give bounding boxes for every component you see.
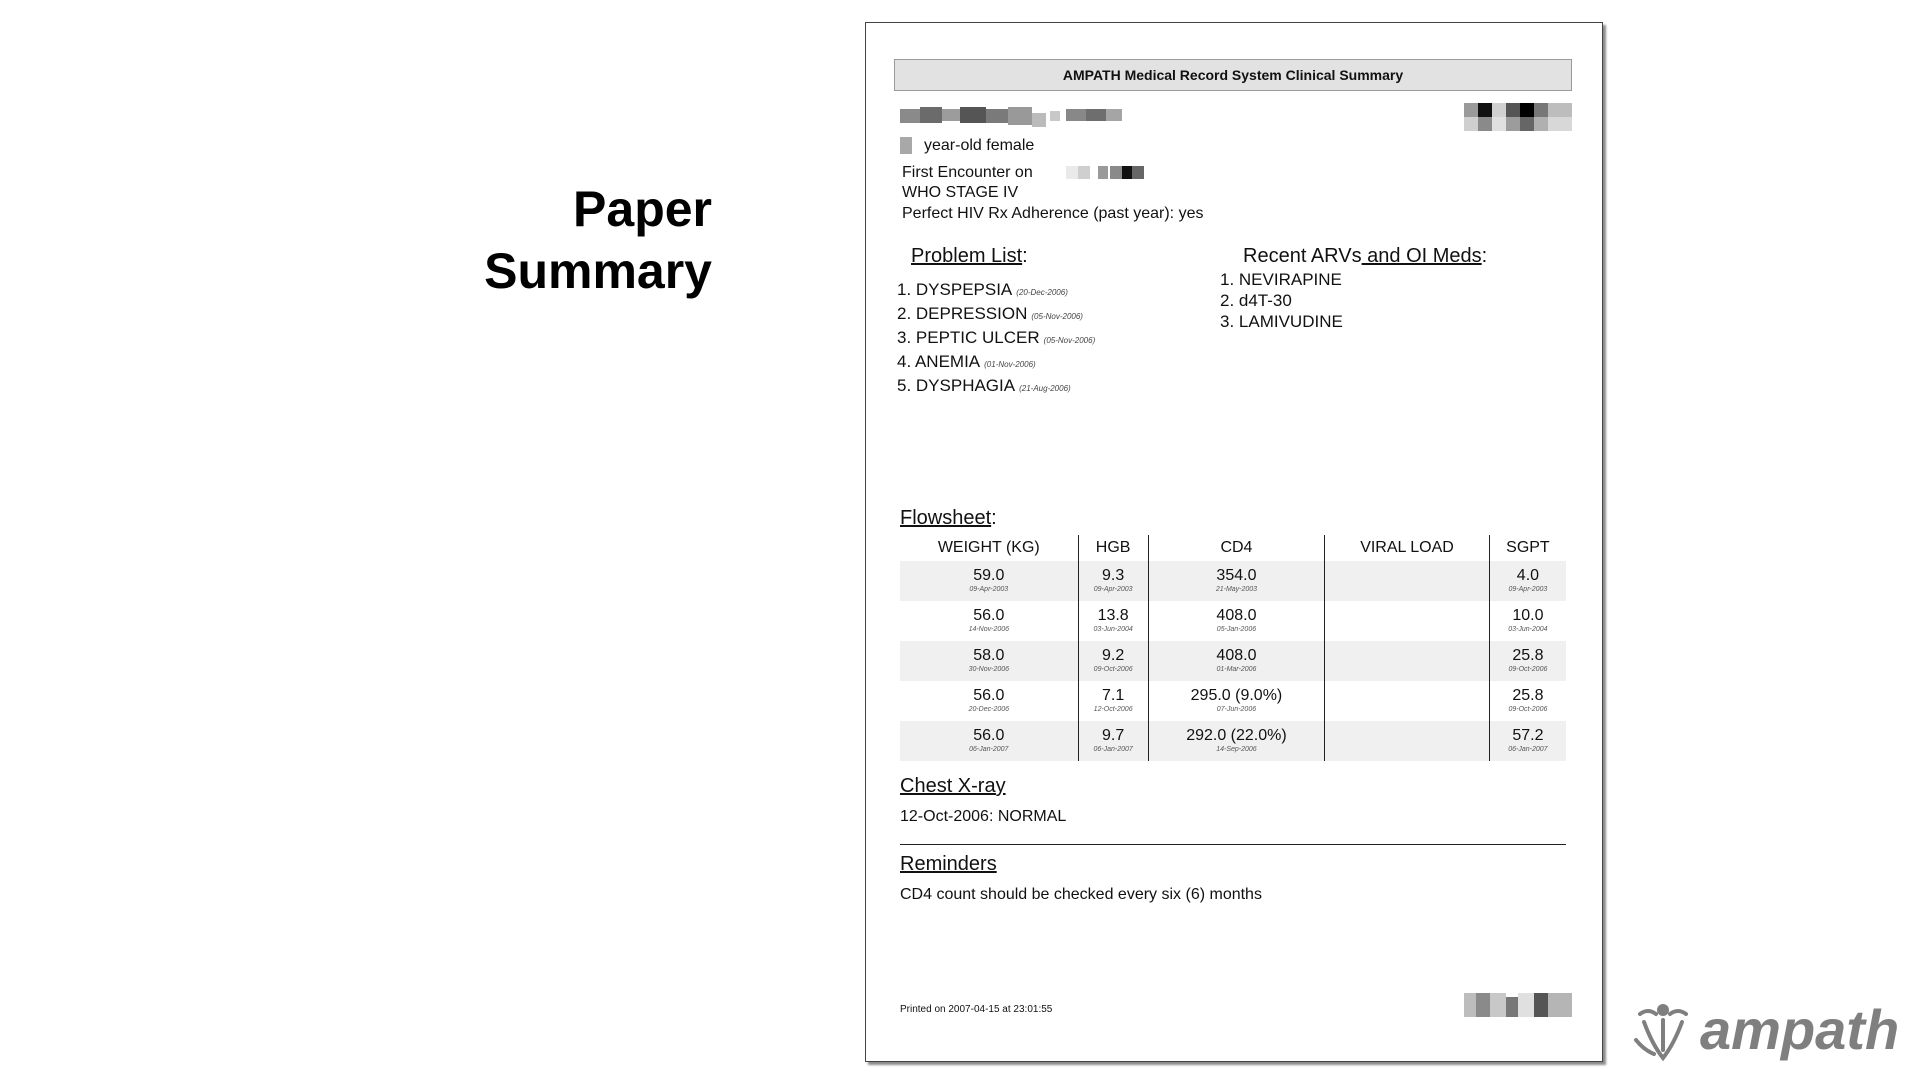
table-row xyxy=(900,601,1566,641)
flowsheet-title: Flowsheet: xyxy=(900,507,997,529)
slide-title xyxy=(484,178,712,302)
redacted-footer-id xyxy=(1464,993,1574,1017)
slide-title-line2: Summary xyxy=(484,243,712,299)
section-divider xyxy=(900,844,1566,845)
table-cell: 9.3 09-Apr-2003 xyxy=(1078,561,1148,601)
table-cell: 408.0 05-Jan-2006 xyxy=(1148,601,1325,641)
table-row xyxy=(900,561,1566,601)
table-row xyxy=(900,721,1566,761)
redacted-encounter-date xyxy=(1066,166,1144,179)
chest-xray-result: 12-Oct-2006: NORMAL xyxy=(900,808,1067,825)
reminder-text: CD4 count should be checked every six (6) months xyxy=(900,886,1262,903)
table-cell xyxy=(1325,721,1490,761)
table-row xyxy=(900,681,1566,721)
problem-list-title: Problem List: xyxy=(911,245,1028,267)
table-cell: 4.0 09-Apr-2003 xyxy=(1489,561,1566,601)
table-cell: 13.8 03-Jun-2004 xyxy=(1078,601,1148,641)
table-cell: 57.2 06-Jan-2007 xyxy=(1489,721,1566,761)
list-item: 1. DYSPEPSIA (20-Dec-2006) xyxy=(897,280,1068,299)
redacted-patient-id xyxy=(1464,103,1574,131)
first-encounter-label: First Encounter on xyxy=(902,164,1033,181)
flowsheet-table xyxy=(900,535,1566,761)
ampath-wordmark: ampath xyxy=(1700,998,1900,1061)
table-cell xyxy=(1325,601,1490,641)
document-header: AMPATH Medical Record System Clinical Summary xyxy=(894,59,1572,91)
table-cell: 354.0 21-May-2003 xyxy=(1148,561,1325,601)
redacted-patient-name xyxy=(900,105,1140,129)
reminders-title: Reminders xyxy=(900,853,997,875)
table-cell: 7.1 12-Oct-2006 xyxy=(1078,681,1148,721)
table-cell xyxy=(1325,561,1490,601)
table-cell xyxy=(1325,641,1490,681)
meds-list xyxy=(1220,269,1343,332)
table-cell: 56.0 14-Nov-2006 xyxy=(968,607,1010,633)
hiv-adherence: Perfect HIV Rx Adherence (past year): yes xyxy=(902,205,1204,222)
list-item: 1. NEVIRAPINE xyxy=(1220,270,1342,289)
table-cell: 9.2 09-Oct-2006 xyxy=(1078,641,1148,681)
table-cell xyxy=(1325,681,1490,721)
chest-xray-title: Chest X-ray xyxy=(900,775,1006,797)
table-cell: 295.0 (9.0%) 07-Jun-2006 xyxy=(1148,681,1325,721)
table-cell: 56.0 20-Dec-2006 xyxy=(968,687,1010,713)
problem-list xyxy=(897,279,1095,399)
table-cell: 25.8 09-Oct-2006 xyxy=(1489,681,1566,721)
table-cell: 56.0 06-Jan-2007 xyxy=(900,721,1078,761)
table-cell: 10.0 03-Jun-2004 xyxy=(1489,601,1566,641)
list-item: 2. d4T-30 xyxy=(1220,291,1292,310)
slide-title-line1: Paper xyxy=(573,181,712,237)
printed-timestamp: Printed on 2007-04-15 at 23:01:55 xyxy=(900,1004,1053,1015)
clinical-summary-document xyxy=(865,22,1603,1062)
ampath-emblem-icon xyxy=(1630,1000,1696,1066)
column-header: CD4 xyxy=(1148,535,1325,561)
list-item: 3. LAMIVUDINE xyxy=(1220,312,1343,331)
table-cell: 408.0 01-Mar-2006 xyxy=(1148,641,1325,681)
who-stage: WHO STAGE IV xyxy=(902,184,1019,201)
ampath-logo xyxy=(1630,998,1920,1070)
list-item: 4. ANEMIA (01-Nov-2006) xyxy=(897,352,1036,371)
table-row xyxy=(900,641,1566,681)
column-header: HGB xyxy=(1078,535,1148,561)
table-cell: 25.8 09-Oct-2006 xyxy=(1489,641,1566,681)
redacted-age xyxy=(900,137,912,154)
meds-title: Recent ARVs and OI Meds: xyxy=(1243,245,1488,267)
column-header: VIRAL LOAD xyxy=(1325,535,1490,561)
column-header: WEIGHT (KG) xyxy=(937,539,1040,556)
table-cell: 292.0 (22.0%) 14-Sep-2006 xyxy=(1148,721,1325,761)
table-cell: 58.0 30-Nov-2006 xyxy=(900,641,1078,681)
patient-age-sex: year-old female xyxy=(924,137,1035,154)
list-item: 2. DEPRESSION (05-Nov-2006) xyxy=(897,304,1083,323)
table-cell: 9.7 06-Jan-2007 xyxy=(1078,721,1148,761)
column-header: SGPT xyxy=(1489,535,1566,561)
table-cell: 59.0 09-Apr-2003 xyxy=(900,561,1078,601)
list-item: 5. DYSPHAGIA (21-Aug-2006) xyxy=(897,376,1071,395)
list-item: 3. PEPTIC ULCER (05-Nov-2006) xyxy=(897,328,1096,347)
